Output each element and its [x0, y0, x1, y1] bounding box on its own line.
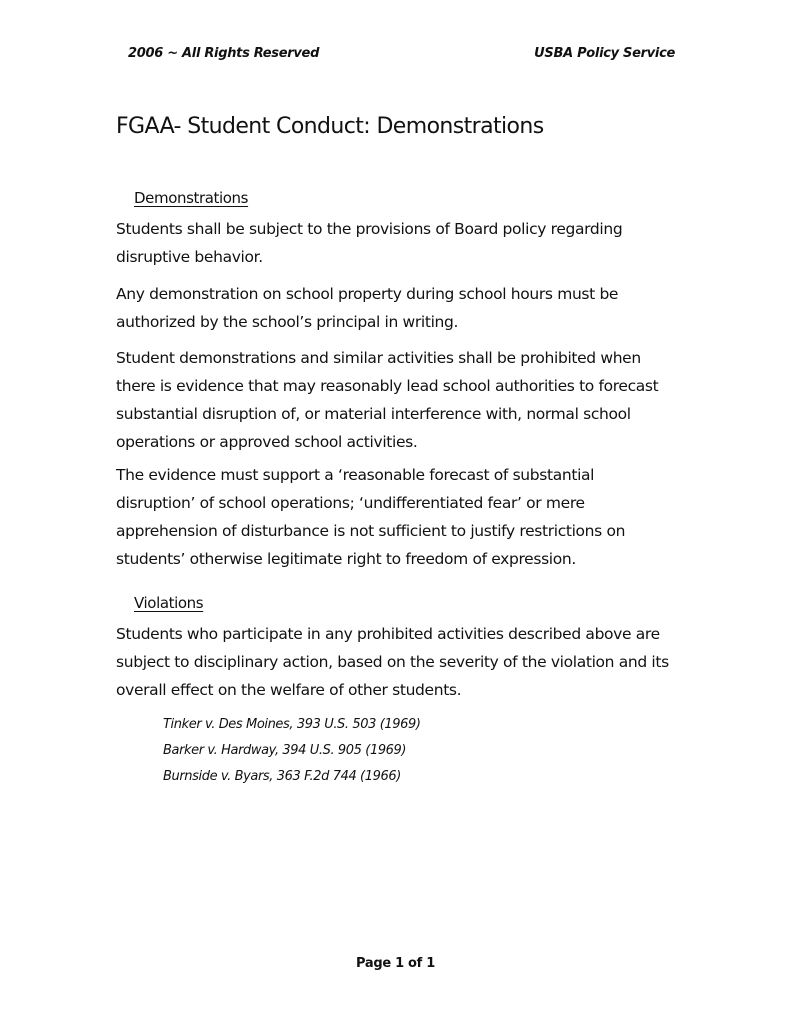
citation-item: Tinker v. Des Moines, 393 U.S. 503 (1969) [163, 717, 421, 732]
legal-citations [163, 712, 421, 790]
citation-item: Barker v. Hardway, 394 U.S. 905 (1969) [163, 743, 407, 758]
header-copyright: 2006 ~ All Rights Reserved [128, 46, 320, 61]
page-number: Page 1 of 1 [355, 956, 436, 971]
paragraph-evidence: The evidence must support a ‘reasonable forecast of substantial disruption’ of school operations; ‘undifferentiated fear’ or mere apprehension of disturbance is not sufficient to justify restrictions on students’ otherwise legitimate right to freedom of expression. [116, 466, 626, 568]
section-heading-demonstrations: Demonstrations [134, 189, 249, 207]
document-title: FGAA- Student Conduct: Demonstrations [116, 114, 544, 139]
paragraph-prohibition: Student demonstrations and similar activities shall be prohibited when there is evidence that may reasonably lead school authorities to forecast substantial disruption of, or material interference with, normal school operations or approved school activities. [116, 349, 659, 451]
citation-item: Burnside v. Byars, 363 F.2d 744 (1966) [163, 769, 401, 784]
paragraph-violations: Students who participate in any prohibited activities described above are subject to disciplinary action, based on the severity of the violation and its overall effect on the welfare of other students. [116, 625, 669, 699]
header-service-name: USBA Policy Service [534, 46, 675, 61]
section-heading-violations: Violations [134, 594, 204, 612]
paragraph-disruptive-behavior: Students shall be subject to the provisions of Board policy regarding disruptive behavior. [116, 220, 623, 266]
paragraph-authorization: Any demonstration on school property during school hours must be authorized by the school’s principal in writing. [116, 285, 619, 331]
